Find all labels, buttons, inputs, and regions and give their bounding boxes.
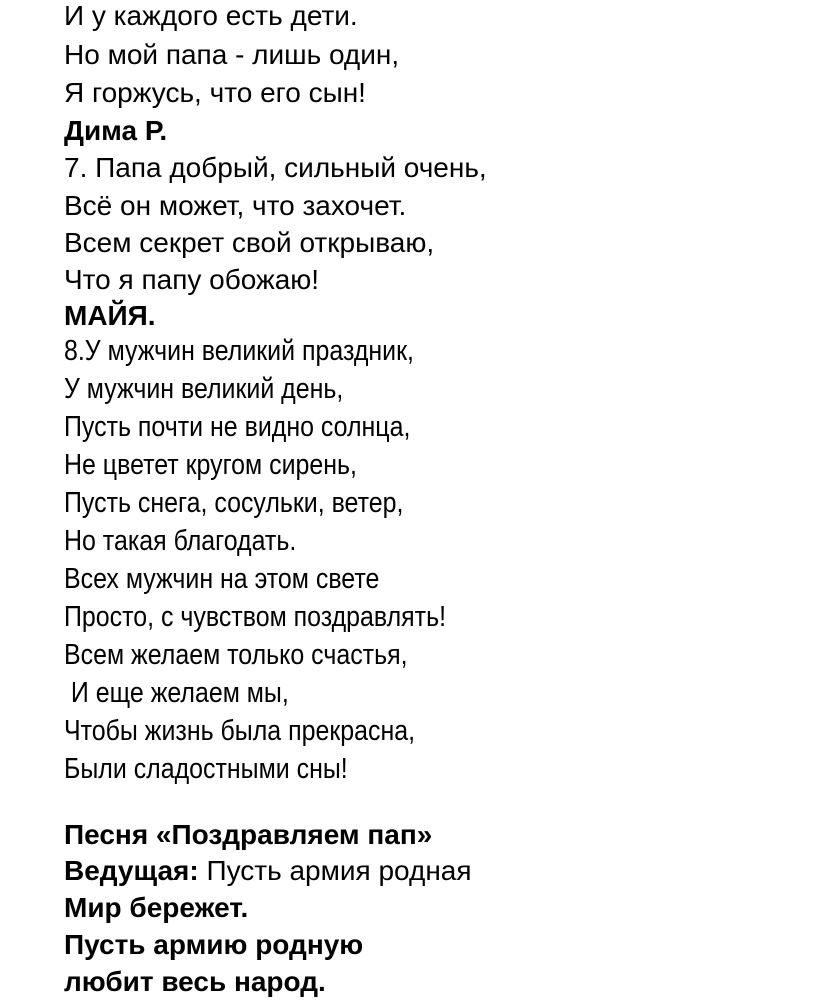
poem-line: Просто, с чувством поздравлять!	[64, 601, 447, 633]
poem-line: Всех мужчин на этом свете	[64, 563, 380, 595]
poem-line: Чтобы жизнь была прекрасна,	[64, 715, 416, 747]
poem-line: Были сладостными сны!	[64, 753, 348, 785]
song-line: любит весь народ.	[64, 966, 326, 997]
song-title: Песня «Поздравляем пап»	[64, 819, 433, 850]
poem-line: Пусть почти не видно солнца,	[64, 411, 411, 443]
poem-line: И у каждого есть дети.	[64, 0, 358, 31]
poem-line: Всем желаем только счастья,	[64, 639, 408, 671]
author-name: Дима Р.	[64, 115, 168, 146]
speaker-line	[64, 857, 472, 885]
poem-line: 8.У мужчин великий праздник,	[64, 335, 414, 367]
poem-line: У мужчин великий день,	[64, 373, 344, 405]
poem-line: Что я папу обожаю!	[64, 264, 320, 295]
poem-line: Не цветет кругом сирень,	[64, 449, 357, 481]
speaker-text: Пусть армия родная	[198, 855, 472, 886]
song-line: Мир бережет.	[64, 892, 249, 923]
poem-line: Но такая благодать.	[64, 525, 297, 557]
poem-line: Всё он может, что захочет.	[64, 190, 407, 221]
author-name: МАЙЯ.	[64, 300, 156, 331]
poem-line: Пусть снега, сосульки, ветер,	[64, 487, 404, 519]
poem-line: 7. Папа добрый, сильный очень,	[64, 152, 487, 183]
poem-line: И еще желаем мы,	[64, 677, 289, 709]
poem-line: Я горжусь, что его сын!	[64, 77, 366, 108]
poem-line: Всем секрет свой открываю,	[64, 227, 435, 258]
speaker-label: Ведущая:	[64, 855, 199, 886]
song-line: Пусть армию родную	[64, 929, 364, 960]
poem-line: Но мой папа - лишь один,	[64, 39, 400, 70]
